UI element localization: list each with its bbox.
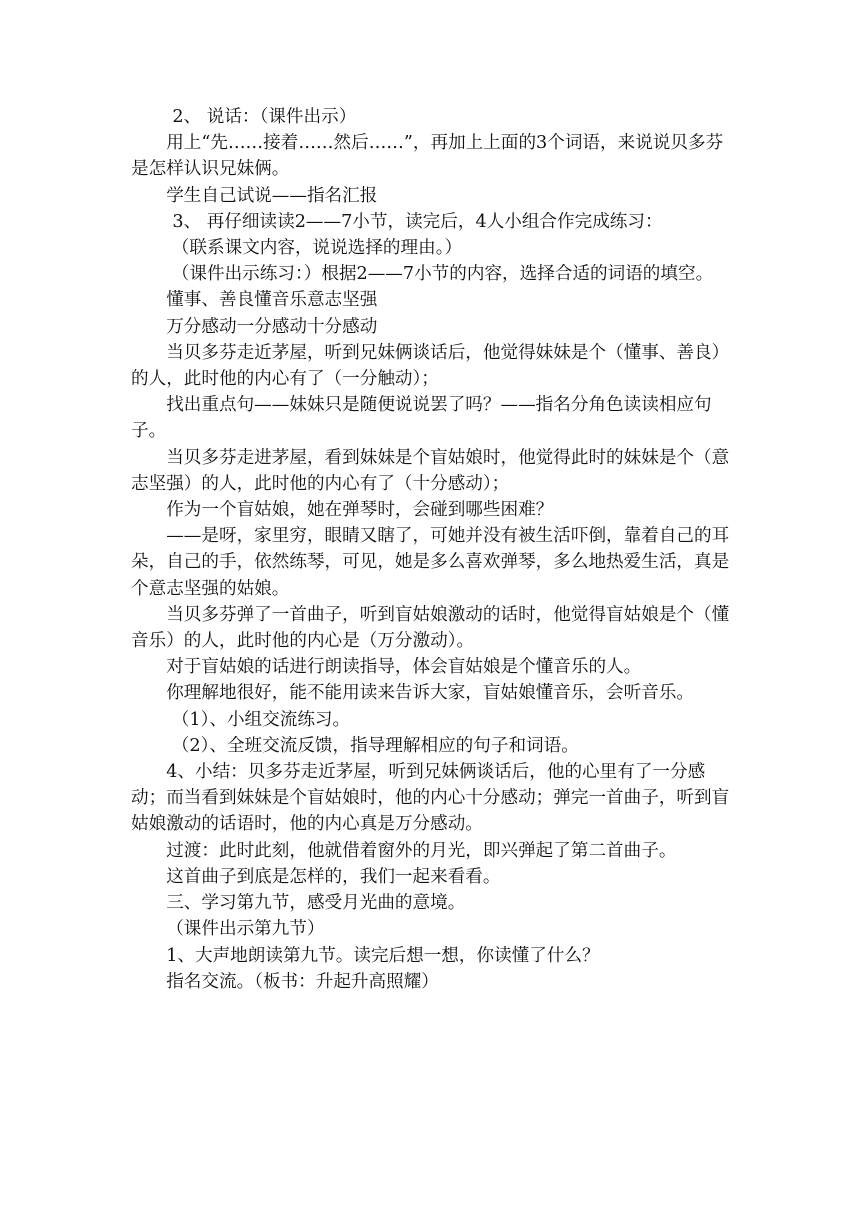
paragraph-reading-guidance: 对于盲姑娘的话进行朗读指导，体会盲姑娘是个懂音乐的人。 <box>166 657 642 678</box>
paragraph-reread-task: 3、 再仔细读读2——7小节，读完后，4人小组合作完成练习： <box>172 211 663 232</box>
paragraph-class-feedback: （2）、全班交流反馈，指导理解相应的句子和词语。 <box>166 735 579 756</box>
paragraph-key-sentence: 找出重点句——妹妹只是随便说说罢了吗？——指名分角色读读相应句子。 <box>131 395 712 442</box>
paragraph-read-aloud: 你理解地很好，能不能用读来告诉大家，盲姑娘懂音乐，会听音乐。 <box>166 683 695 704</box>
paragraph-difficulty-question: 作为一个盲姑娘，她在弹琴时，会碰到哪些困难？ <box>166 500 554 521</box>
paragraph-courseware-ninth: （课件出示第九节） <box>166 919 325 940</box>
paragraph-word-choices-1: 懂事、善良懂音乐意志坚强 <box>166 290 378 311</box>
paragraph-sequence-words: 用上“先……接着……然后……”，再加上上面的3个词语，来说说贝多芬是怎样认识兄妹俩。 <box>131 133 724 180</box>
paragraph-speaking-task: 2、 说话：（课件出示） <box>172 107 357 127</box>
paragraph-word-choices-2: 万分感动一分感动十分感动 <box>166 316 378 337</box>
paragraph-read-ninth: 1、大声地朗读第九节。读完后想一想，你读懂了什么？ <box>166 945 600 966</box>
paragraph-group-practice: （1）、小组交流练习。 <box>166 709 351 730</box>
section-heading-ninth: 三、学习第九节，感受月光曲的意境。 <box>166 893 466 914</box>
paragraph-student-try: 学生自己试说——指名汇报 <box>166 185 378 206</box>
paragraph-board-notes: 指名交流。（板书：升起升高照耀） <box>166 971 439 992</box>
paragraph-second-feeling: 当贝多芬走进茅屋，看到妹妹是个盲姑娘时，他觉得此时的妹妹是个（意志坚强）的人，此时他的内心有了（十分感动）； <box>131 447 730 494</box>
paragraph-summary: 4、小结：贝多芬走近茅屋，听到兄妹俩谈话后，他的心里有了一分感动；而当看到妹妹是个盲姑娘时，他的内心十分感动；弹完一首曲子，听到盲姑娘激动的话语时，他的内心真是万分感动。 <box>131 762 730 835</box>
document-body <box>131 104 731 995</box>
paragraph-look-together: 这首曲子到底是怎样的，我们一起来看看。 <box>166 866 501 887</box>
paragraph-strong-girl: ——是呀，家里穷，眼睛又瞎了，可她并没有被生活吓倒，靠着自己的耳朵，自己的手，依然练琴，可见，她是多么喜欢弹琴，多么地热爱生活，真是个意志坚强的姑娘。 <box>131 526 730 599</box>
paragraph-reason-note: （联系课文内容，说说选择的理由。） <box>166 238 463 259</box>
paragraph-third-feeling: 当贝多芬弹了一首曲子，听到盲姑娘激动的话时，他觉得盲姑娘是个（懂音乐）的人，此时他的内心是（万分激动）。 <box>131 604 730 652</box>
paragraph-transition: 过渡：此时此刻，他就借着窗外的月光，即兴弹起了第二首曲子。 <box>166 840 677 861</box>
paragraph-first-feeling: 当贝多芬走近茅屋，听到兄妹俩谈话后，他觉得妹妹是个（懂事、善良）的人，此时他的内心有了（一分触动）； <box>131 342 730 390</box>
paragraph-exercise-intro: （课件出示练习：）根据2——7小节的内容，选择合适的词语的填空。 <box>166 264 714 285</box>
